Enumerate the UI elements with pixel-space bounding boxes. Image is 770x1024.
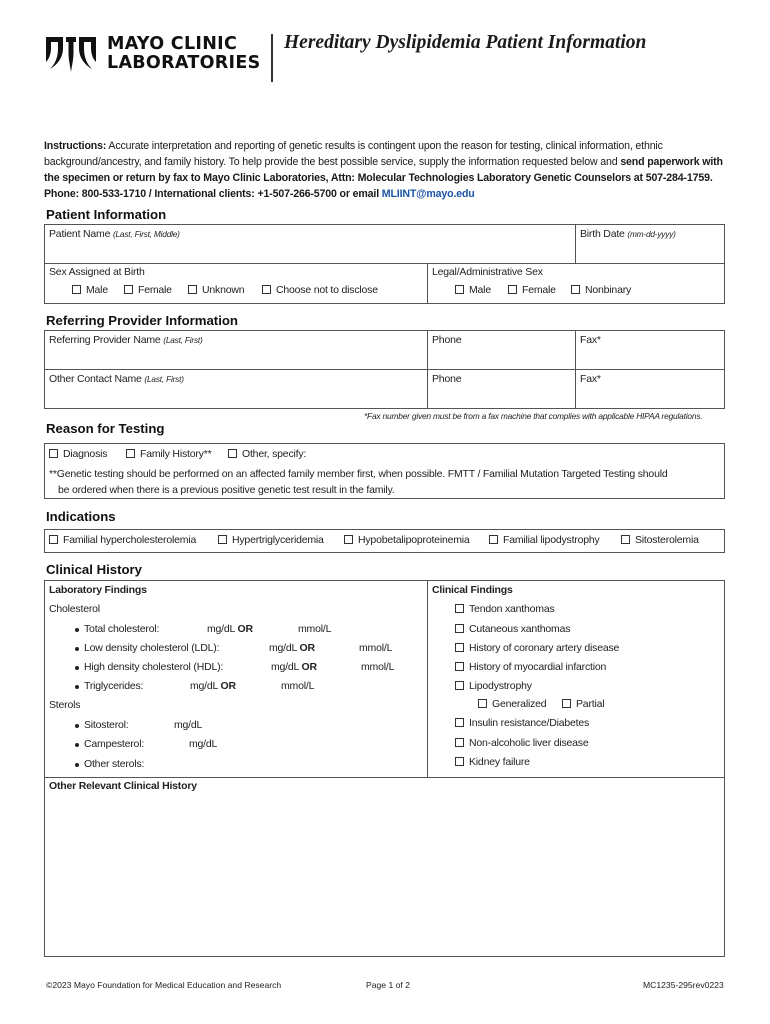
option-label: Female [522,284,556,296]
checkbox-icon [188,285,197,294]
logo-wordmark [107,35,261,73]
clinical-history-box [44,580,725,957]
checkbox-icon [49,449,58,458]
total-cholesterol-mgdl-field[interactable] [207,623,253,635]
option-label: History of myocardial infarction [469,661,607,673]
or-text: OR [220,680,236,692]
checkbox-icon [571,285,580,294]
birth-date-hint: (mm-dd-yyyy) [627,229,676,239]
divider [44,777,725,778]
checkbox-icon [262,285,271,294]
cholesterol-label: Cholesterol [49,603,100,615]
option-label: Female [138,284,172,296]
indication-hypobetalipoproteinemia[interactable] [344,534,470,546]
option-label: Other, specify: [242,448,307,460]
legal-sex-label: Legal/Administrative Sex [432,266,543,278]
triglycerides-mgdl-field[interactable] [190,680,236,692]
other-contact-phone-field[interactable]: Phone [432,373,462,385]
divider [427,330,428,409]
checkbox-icon [455,662,464,671]
ldl-mmol-field[interactable]: mmol/L [359,642,393,654]
indication-hypertriglyceridemia[interactable] [218,534,324,546]
indication-familial-hypercholesterolemia[interactable] [49,534,196,546]
bullet-icon [75,685,79,689]
indication-sitosterolemia[interactable] [621,534,699,546]
sex-option-unknown[interactable] [188,284,244,296]
finding-coronary-artery-disease[interactable] [455,642,619,654]
option-label: Insulin resistance/Diabetes [469,717,590,729]
other-contact-name-field[interactable] [49,373,184,385]
logo-line-1: MAYO CLINIC [107,34,238,54]
checkbox-icon [455,643,464,652]
divider [44,369,725,370]
option-label: Hypobetalipoproteinemia [358,534,470,546]
or-text: OR [299,642,315,654]
checkbox-icon [562,699,571,708]
hdl-label: High density cholesterol (HDL): [84,661,224,673]
birth-date-label: Birth Date [580,228,625,240]
patient-name-label: Patient Name [49,228,111,240]
option-label: Male [469,284,491,296]
divider [575,224,576,264]
checkbox-icon [508,285,517,294]
option-label: Tendon xanthomas [469,603,555,615]
sex-option-not-disclose[interactable] [262,284,378,296]
sex-assigned-label: Sex Assigned at Birth [49,266,145,278]
divider [44,263,725,264]
campesterol-mgdl-field[interactable]: mg/dL [189,738,218,750]
sex-option-male[interactable] [72,284,108,296]
finding-myocardial-infarction[interactable] [455,661,606,673]
option-label: Lipodystrophy [469,680,532,692]
checkbox-icon [621,535,630,544]
patient-name-hint: (Last, First, Middle) [112,229,180,239]
option-label: Generalized [492,698,547,710]
footer-copyright: ©2023 Mayo Foundation for Medical Education and Research [46,980,282,990]
sitosterol-mgdl-field[interactable]: mg/dL [174,719,203,731]
divider [575,330,576,409]
bullet-icon [75,743,79,747]
reason-note-line-1: **Genetic testing should be performed on an affected family member first, when possible. FMTT / Familial Mutation Targeted Testing should [49,468,668,480]
header-divider [271,34,273,82]
option-label: History of coronary artery disease [469,642,620,654]
ldl-label: Low density cholesterol (LDL): [84,642,220,654]
sitosterol-label: Sitosterol: [84,719,129,731]
bullet-icon [75,724,79,728]
footer-page-number: Page 1 of 2 [366,980,410,990]
lipodystrophy-generalized[interactable] [478,698,546,710]
legal-sex-option-female[interactable] [508,284,556,296]
ldl-mgdl-field[interactable] [269,642,315,654]
triglycerides-label: Triglycerides: [84,680,144,692]
unit-mgdl: mg/dL [271,661,299,673]
divider [427,263,428,304]
option-label: Familial lipodystrophy [503,534,600,546]
provider-phone-field[interactable]: Phone [432,334,462,346]
provider-section-title: Referring Provider Information [46,313,238,328]
bullet-icon [75,628,79,632]
referring-name-hint: (Last, First) [163,335,203,345]
finding-cutaneous-xanthomas[interactable] [455,623,570,635]
clinical-findings-title [432,584,513,596]
checkbox-icon [126,449,135,458]
provider-fax-field[interactable]: Fax* [580,334,601,346]
referring-provider-name-field[interactable] [49,334,203,346]
contact-email-link[interactable]: MLIINT@mayo.edu [381,188,475,200]
option-label: Unknown [202,284,245,296]
legal-sex-option-male[interactable] [455,284,491,296]
other-contact-fax-field[interactable]: Fax* [580,373,601,385]
finding-insulin-resistance[interactable] [455,717,589,729]
patient-name-field[interactable] [49,228,180,240]
birth-date-field[interactable] [580,228,676,240]
finding-lipodystrophy[interactable] [455,680,532,692]
laboratory-findings-title [49,584,147,596]
instructions-paragraph [44,138,734,202]
bullet-icon [75,647,79,651]
hdl-mmol-field[interactable]: mmol/L [361,661,395,673]
reason-section-title: Reason for Testing [46,421,165,436]
logo-line-2: LABORATORIES [107,53,261,73]
mayo-shield-logo-icon [44,34,98,74]
footer-form-code: MC1235-295rev0223 [643,980,724,990]
finding-kidney-failure[interactable] [455,756,530,768]
checkbox-icon [455,718,464,727]
checkbox-icon [344,535,353,544]
triglycerides-mmol-field[interactable]: mmol/L [281,680,315,692]
total-cholesterol-label: Total cholesterol: [84,623,160,635]
indications-section-title: Indications [46,509,116,524]
checkbox-icon [455,757,464,766]
bullet-icon [75,666,79,670]
instructions-bold-text: send paperwork with the specimen or return by fax to Mayo Clinic Laboratories, Attn: Molecular Technologies Laboratory Genetic Counselors at 507-284-1759. Phone: 800-533-1710 / International clients: +1-507-266-5700 or email [44,156,723,200]
hdl-mgdl-field[interactable] [271,661,317,673]
option-label: Family History** [140,448,212,460]
divider [427,580,428,777]
or-text: OR [301,661,317,673]
findings-title-text: Clinical Findings [432,584,513,596]
reason-option-family-history[interactable] [126,448,211,460]
form-title: Hereditary Dyslipidemia Patient Information [284,32,647,53]
checkbox-icon [455,738,464,747]
option-label: Kidney failure [469,756,530,768]
referring-name-label: Referring Provider Name [49,334,161,346]
lipodystrophy-partial[interactable] [562,698,604,710]
other-clinical-history-field[interactable] [49,780,197,792]
other-contact-hint: (Last, First) [144,374,184,384]
fax-compliance-note: *Fax number given must be from a fax machine that complies with applicable HIPAA regulations. [364,411,703,421]
sex-option-female[interactable] [124,284,172,296]
option-label: Diagnosis [63,448,108,460]
checkbox-icon [455,681,464,690]
clinical-section-title: Clinical History [46,562,143,577]
finding-liver-disease[interactable] [455,737,589,749]
unit-mgdl: mg/dL [269,642,297,654]
checkbox-icon [455,624,464,633]
finding-tendon-xanthomas[interactable] [455,603,555,615]
unit-mgdl: mg/dL [190,680,218,692]
lab-title-text: Laboratory Findings [49,584,147,596]
option-label: Partial [576,698,605,710]
reason-note-line-2: be ordered when there is a previous positive genetic test result in the family. [58,484,395,496]
unit-mgdl: mg/dL [207,623,235,635]
instructions-label: Instructions: [44,140,107,152]
option-label: Male [86,284,108,296]
page-header [44,30,734,86]
checkbox-icon [228,449,237,458]
option-label: Choose not to disclose [276,284,378,296]
campesterol-label: Campesterol: [84,738,145,750]
indication-familial-lipodystrophy[interactable] [489,534,600,546]
checkbox-icon [455,604,464,613]
other-contact-label: Other Contact Name [49,373,142,385]
instructions-text: Accurate interpretation and reporting of genetic results is contingent upon the reason for testing, clinical information, ethnic background/ancestry, and family history. To help provide the best possible service, supply the information requested below and [44,140,663,168]
reason-option-diagnosis[interactable] [49,448,107,460]
option-label: Sitosterolemia [635,534,699,546]
option-label: Cutaneous xanthomas [469,623,571,635]
legal-sex-option-nonbinary[interactable] [571,284,631,296]
or-text: OR [237,623,253,635]
reason-option-other[interactable] [228,448,306,460]
other-history-label: Other Relevant Clinical History [49,780,197,792]
option-label: Non-alcoholic liver disease [469,737,589,749]
option-label: Familial hypercholesterolemia [63,534,197,546]
total-cholesterol-mmol-field[interactable]: mmol/L [298,623,332,635]
patient-section-title: Patient Information [46,207,167,222]
checkbox-icon [124,285,133,294]
checkbox-icon [489,535,498,544]
checkbox-icon [455,285,464,294]
bullet-icon [75,763,79,767]
checkbox-icon [72,285,81,294]
checkbox-icon [478,699,487,708]
option-label: Nonbinary [585,284,632,296]
other-sterols-field[interactable]: Other sterols: [84,758,145,770]
checkbox-icon [49,535,58,544]
checkbox-icon [218,535,227,544]
option-label: Hypertriglyceridemia [232,534,324,546]
sterols-label: Sterols [49,699,81,711]
